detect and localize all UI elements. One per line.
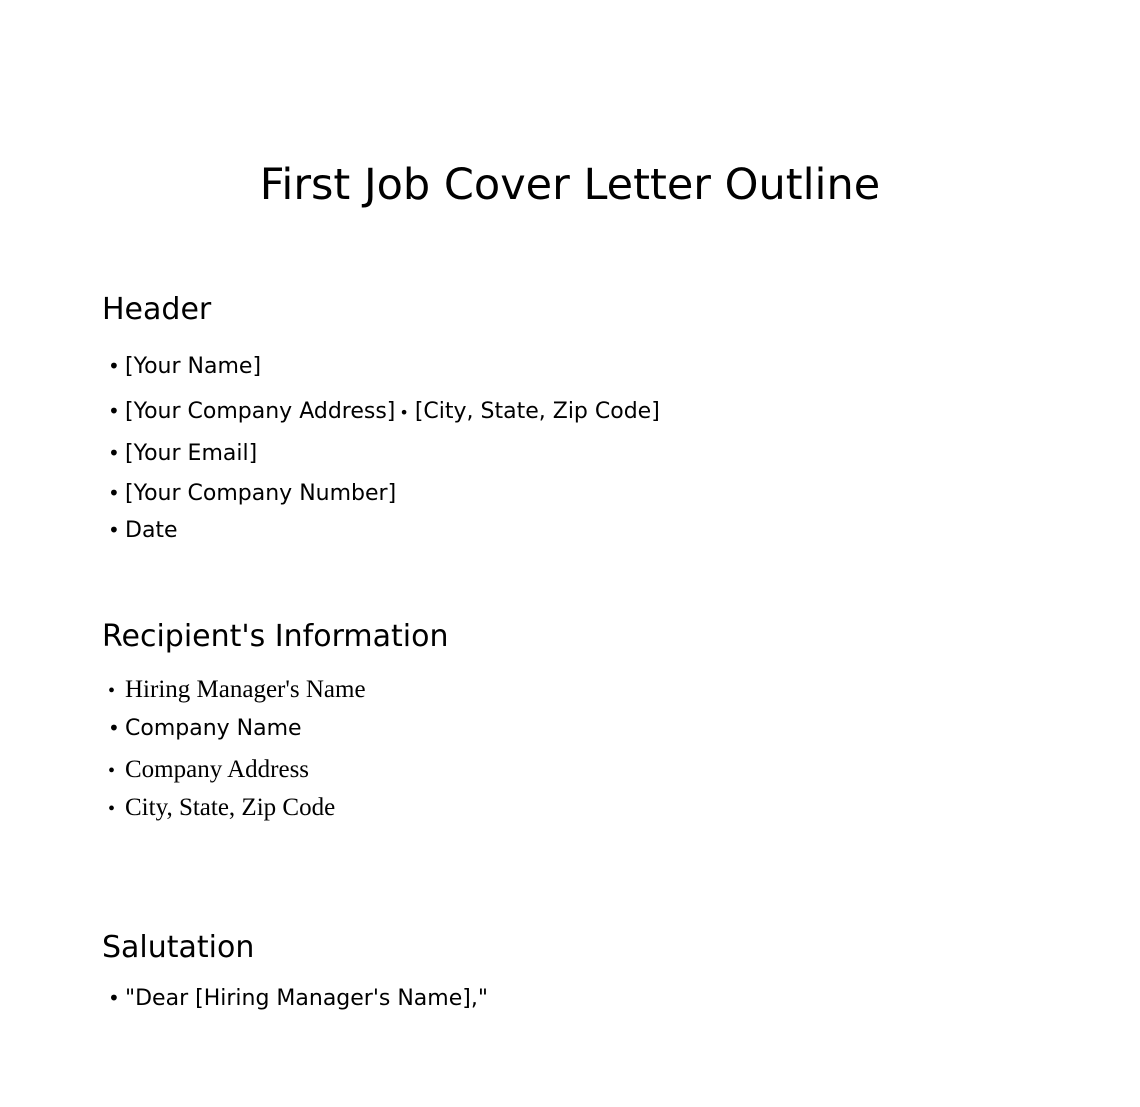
bullet-icon: • [108,518,120,542]
section-heading-header: Header [102,292,212,327]
page-title: First Job Cover Letter Outline [259,160,881,210]
list-item-text: Company Name [125,716,302,741]
list-item-text: [Your Company Address] [125,399,396,424]
list-item-text: Company Address [125,756,310,783]
list-item [108,755,309,786]
bullet-icon: • [108,760,116,782]
bullet-icon: • [108,399,120,423]
list-item [108,351,261,382]
list-item [108,515,178,546]
list-item [108,983,488,1014]
list-item-text: [City, State, Zip Code] [414,399,660,424]
bullet-icon: • [108,481,120,505]
list-item [108,478,396,509]
list-item-text: [Your Email] [125,441,258,466]
list-item-text: [Your Company Number] [125,481,397,506]
bullet-icon: • [108,716,120,740]
list-item [108,438,257,469]
bullet-icon: • [108,441,120,465]
section-heading-salutation: Salutation [102,930,255,965]
list-item-text: Hiring Manager's Name [125,676,366,703]
list-item [108,793,335,824]
list-item [108,713,302,744]
list-item [108,675,366,706]
list-item-text: [Your Name] [125,354,262,379]
bullet-icon: • [108,354,120,378]
bullet-icon: • [108,798,116,820]
bullet-icon: • [108,680,116,702]
bullet-icon: • [108,986,120,1010]
section-heading-recipient: Recipient's Information [102,619,449,654]
list-item-text: "Dear [Hiring Manager's Name]," [125,986,488,1011]
list-item [108,396,660,428]
list-item-text: City, State, Zip Code [125,794,336,821]
list-item-text: Date [125,518,178,543]
bullet-icon: • [399,403,409,422]
